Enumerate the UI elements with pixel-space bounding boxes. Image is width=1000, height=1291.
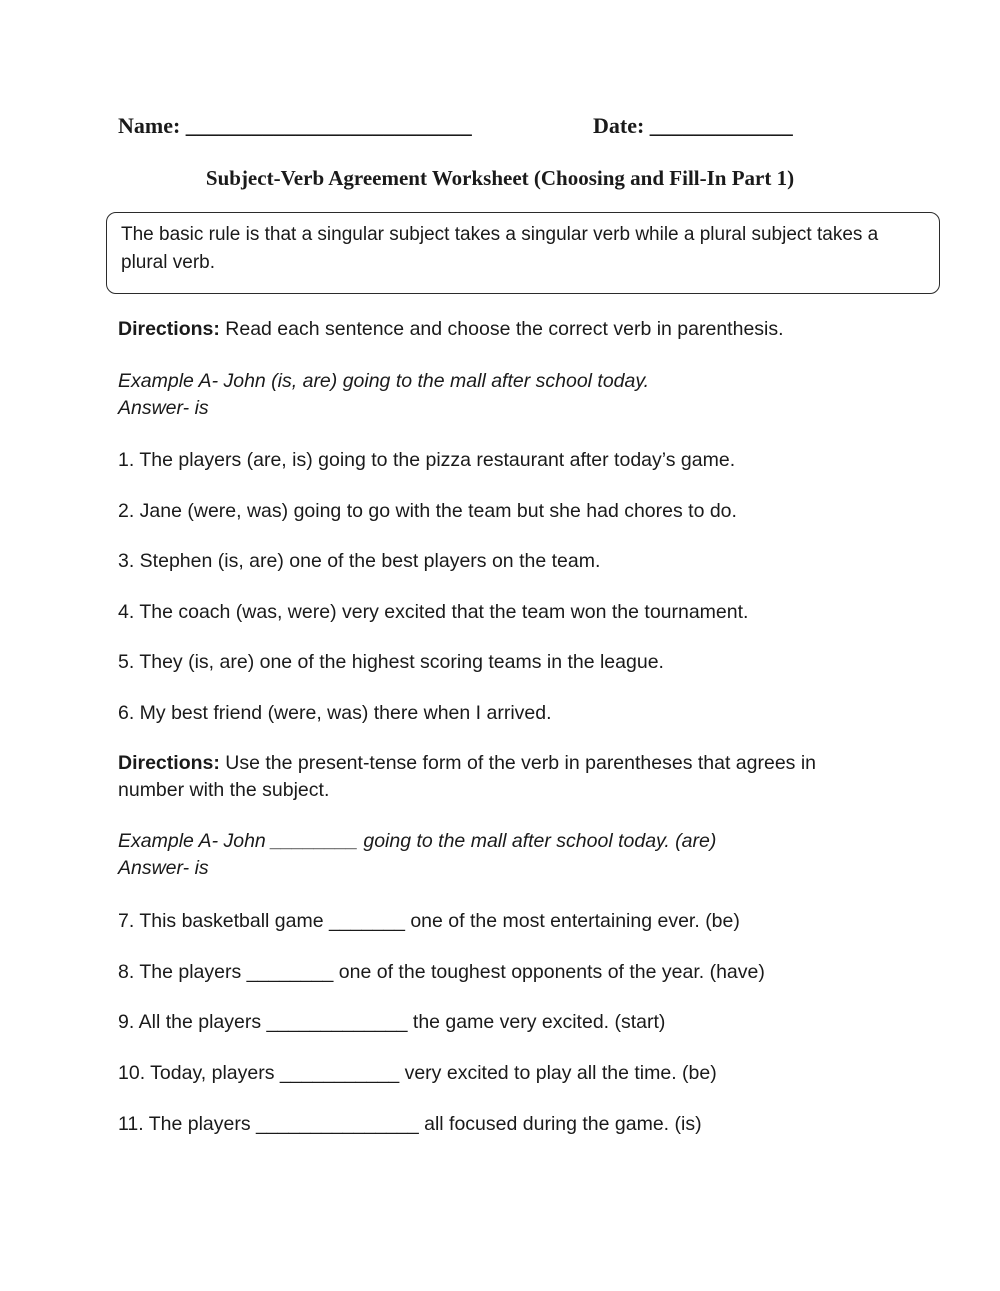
page-title: Subject-Verb Agreement Worksheet (Choosing and Fill-In Part 1): [205, 166, 795, 190]
example-answer: Answer- is: [118, 857, 209, 879]
directions-text: Read each sentence and choose the correct verb in parenthesis.: [219, 318, 784, 340]
directions-section-2: [118, 750, 878, 804]
directions-text: Use the present-tense form of the verb in parentheses that agrees in number with the subject.: [118, 752, 817, 801]
question-11: 11. The players _______________ all focused during the game. (is): [118, 1113, 702, 1135]
question-9: 9. All the players _____________ the game very excited. (start): [118, 1011, 666, 1033]
worksheet-header: [118, 113, 878, 149]
directions-label: Directions:: [118, 752, 220, 774]
question-5: 5. They (is, are) one of the highest scoring teams in the league.: [118, 651, 664, 673]
directions-section-1: [118, 316, 888, 343]
directions-label: Directions:: [118, 318, 220, 340]
example-answer: Answer- is: [118, 397, 209, 419]
question-1: 1. The players (are, is) going to the pizza restaurant after today’s game.: [118, 449, 736, 471]
example-sentence: Example A- John (is, are) going to the mall after school today.: [118, 370, 650, 392]
question-10: 10. Today, players ___________ very excited to play all the time. (be): [118, 1062, 717, 1084]
question-6: 6. My best friend (were, was) there when I arrived.: [118, 702, 552, 724]
date-field: Date: _____________: [593, 113, 793, 138]
example-section-1: [118, 368, 888, 422]
question-2: 2. Jane (were, was) going to go with the team but she had chores to do.: [118, 500, 737, 522]
example-sentence: Example A- John ________ going to the mall after school today. (are): [118, 830, 717, 852]
name-field: Name: __________________________: [118, 113, 472, 138]
question-4: 4. The coach (was, were) very excited that the team won the tournament.: [118, 601, 749, 623]
question-3: 3. Stephen (is, are) one of the best players on the team.: [118, 550, 601, 572]
example-section-2: [118, 828, 888, 882]
question-7: 7. This basketball game _______ one of the most entertaining ever. (be): [118, 910, 740, 932]
rule-box: The basic rule is that a singular subject takes a singular verb while a plural subject takes a plural verb.: [106, 212, 940, 294]
question-8: 8. The players ________ one of the toughest opponents of the year. (have): [118, 961, 765, 983]
